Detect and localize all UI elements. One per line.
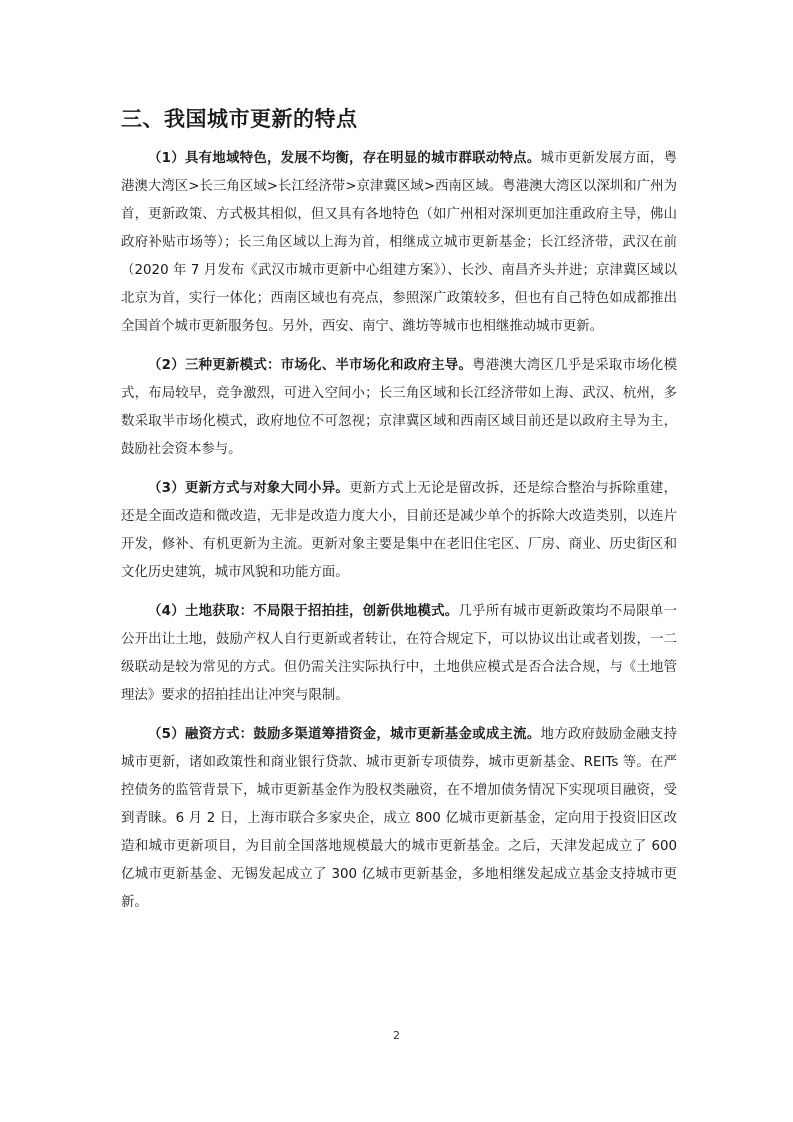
- paragraph-1-lead: （1）具有地域特色，发展不均衡，存在明显的城市群联动特点。: [148, 151, 541, 166]
- section-heading: 三、我国城市更新的特点: [121, 107, 358, 131]
- paragraph-3: [121, 475, 677, 587]
- paragraph-2-lead: （2）三种更新模式：市场化、半市场化和政府主导。: [148, 358, 473, 373]
- paragraph-4: [121, 598, 677, 710]
- paragraph-1-text: 城市更新发展方面，粤港澳大湾区>长三角区域>长江经济带>京津冀区域>西南区域。粤港澳大湾区以深圳和广州为首，更新政策、方式极其相似，但又具有各地特色（如广州相对深圳更加注重政府主导，佛山政府补贴市场等）；长三角区域以上海为首，相继成立城市更新基金；长江经济带，武汉在前（2020 年 7 月发布《武汉市城市更新中心组建方案》）、长沙、南昌齐头并进；京津冀区域以北京为首，实行一体化；西南区域也有亮点，参照深广政策较多，但也有自己特色如成都推出全国首个城市更新服务包。另外，西安、南宁、潍坊等城市也相继推动城市更新。: [121, 151, 678, 334]
- paragraph-1: [121, 145, 677, 341]
- paragraph-5-lead: （5）融资方式：鼓励多渠道筹措资金，城市更新基金或成主流。: [148, 727, 541, 742]
- paragraph-5: [121, 721, 677, 917]
- paragraph-2-text: 粤港澳大湾区几乎是采取市场化模式，布局较早，竞争激烈，可进入空间小；长三角区域和长江经济带如上海、武汉、杭州，多数采取半市场化模式，政府地位不可忽视；京津冀区域和西南区域目前还是以政府主导为主，鼓励社会资本参与。: [121, 358, 677, 457]
- paragraph-3-lead: （3）更新方式与对象大同小异。: [148, 481, 350, 496]
- section-body: [121, 145, 677, 928]
- paragraph-4-lead: （4）土地获取：不局限于招拍挂，创新供地模式。: [148, 604, 459, 619]
- page-number: 2: [393, 1029, 400, 1042]
- paragraph-2: [121, 352, 677, 464]
- paragraph-5-text: 地方政府鼓励金融支持城市更新，诸如政策性和商业银行贷款、城市更新专项债券，城市更新基金、REITs 等。在严控债务的监管背景下，城市更新基金作为股权类融资，在不增加债务情况下实现项目融资，受到青睐。6 月 2 日，上海市联合多家央企，成立 800 亿城市更新基金，定向用于投资旧区改造和城市更新项目，为目前全国落地规模最大的城市更新基金。之后，天津发起成立了 600 亿城市更新基金、无锡发起成立了 300 亿城市更新基金，多地相继发起成立基金支持城市更新。: [121, 727, 678, 910]
- paragraph-4-text: 几乎所有城市更新政策均不局限单一公开出让土地，鼓励产权人自行更新或者转让，在符合规定下，可以协议出让或者划拨，一二级联动是较为常见的方式。但仍需关注实际执行中，土地供应模式是否合法合规，与《土地管理法》要求的招拍挂出让冲突与限制。: [121, 604, 677, 703]
- paragraph-3-text: 更新方式上无论是留改拆，还是综合整治与拆除重建，还是全面改造和微改造，无非是改造力度大小，目前还是减少单个的拆除大改造类别，以连片开发，修补、有机更新为主流。更新对象主要是集中在老旧住宅区、厂房、商业、历史街区和文化历史建筑，城市风貌和功能方面。: [121, 481, 677, 580]
